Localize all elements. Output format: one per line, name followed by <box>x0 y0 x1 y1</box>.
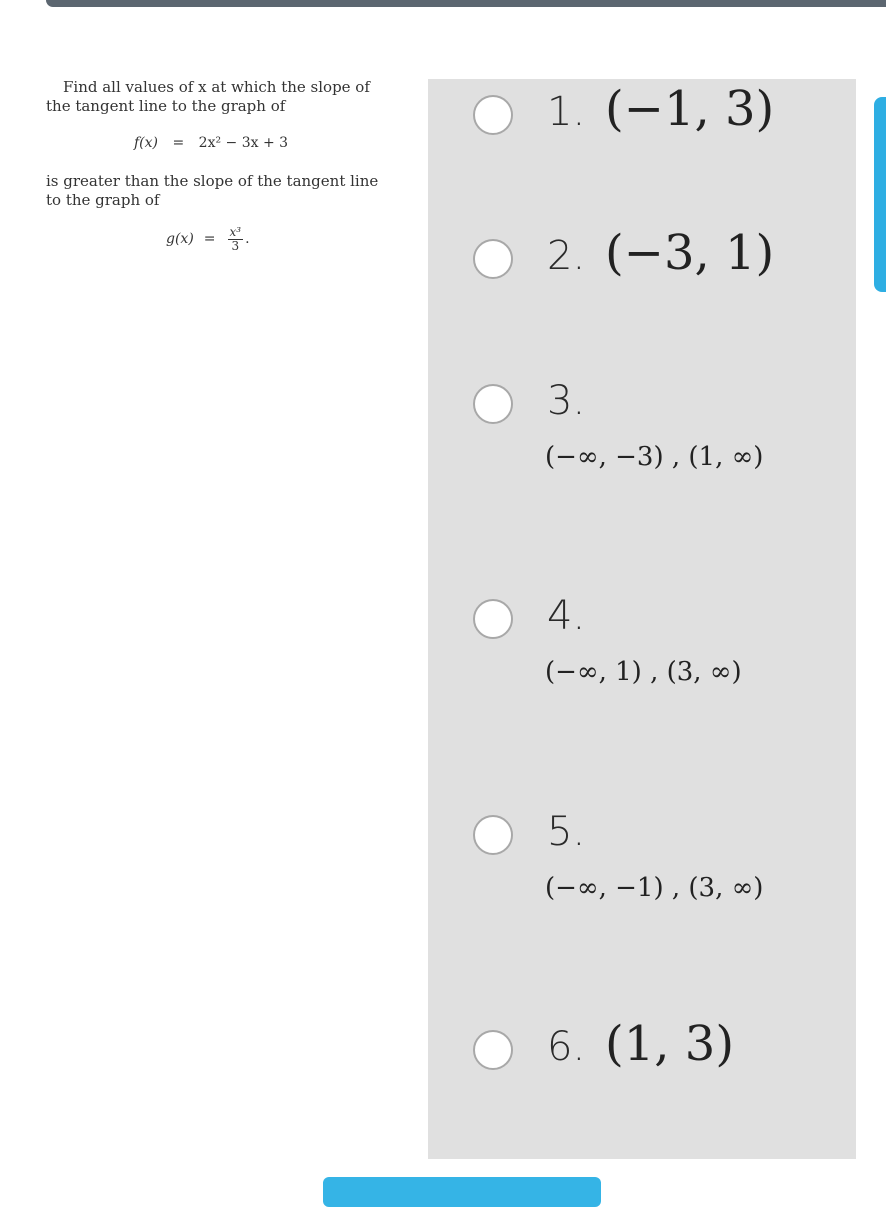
option-number: 1. <box>547 89 586 135</box>
f-equals: = <box>172 135 185 151</box>
option-number: 4. <box>547 593 586 639</box>
option-value: (−∞, −3) , (1, ∞) <box>545 442 764 472</box>
equation-g <box>166 226 250 253</box>
g-equals: = <box>203 231 216 247</box>
option-number: 5. <box>547 809 586 855</box>
option-value: (1, 3) <box>605 1016 735 1072</box>
answer-options-panel <box>428 79 856 1159</box>
g-label: g(x) <box>166 231 194 247</box>
question-text <box>46 78 386 253</box>
question-middle: is greater than the slope of the tangent line to the graph of <box>46 172 379 209</box>
equation-f <box>134 134 288 153</box>
g-denominator: 3 <box>231 239 240 253</box>
option-number: 3. <box>547 378 586 424</box>
option-number: 2. <box>547 233 586 279</box>
radio-button-option-1[interactable] <box>473 95 513 135</box>
f-label: f(x) <box>134 135 159 151</box>
question-intro: Find all values of x at which the slope of the tangent line to the graph of <box>46 78 370 115</box>
g-fraction <box>228 226 244 253</box>
submit-button[interactable] <box>323 1177 601 1207</box>
g-period: . <box>245 231 250 247</box>
f-expression: 2x² − 3x + 3 <box>198 135 289 151</box>
option-value: (−∞, 1) , (3, ∞) <box>545 657 742 687</box>
radio-button-option-2[interactable] <box>473 239 513 279</box>
radio-button-option-3[interactable] <box>473 384 513 424</box>
radio-button-option-5[interactable] <box>473 815 513 855</box>
option-number: 6. <box>547 1024 586 1070</box>
option-value: (−3, 1) <box>605 225 775 281</box>
side-panel-tab[interactable] <box>874 97 886 292</box>
radio-button-option-6[interactable] <box>473 1030 513 1070</box>
option-value: (−∞, −1) , (3, ∞) <box>545 873 764 903</box>
radio-button-option-4[interactable] <box>473 599 513 639</box>
option-value: (−1, 3) <box>605 81 775 137</box>
top-bar <box>46 0 886 7</box>
g-numerator: x³ <box>229 225 242 239</box>
